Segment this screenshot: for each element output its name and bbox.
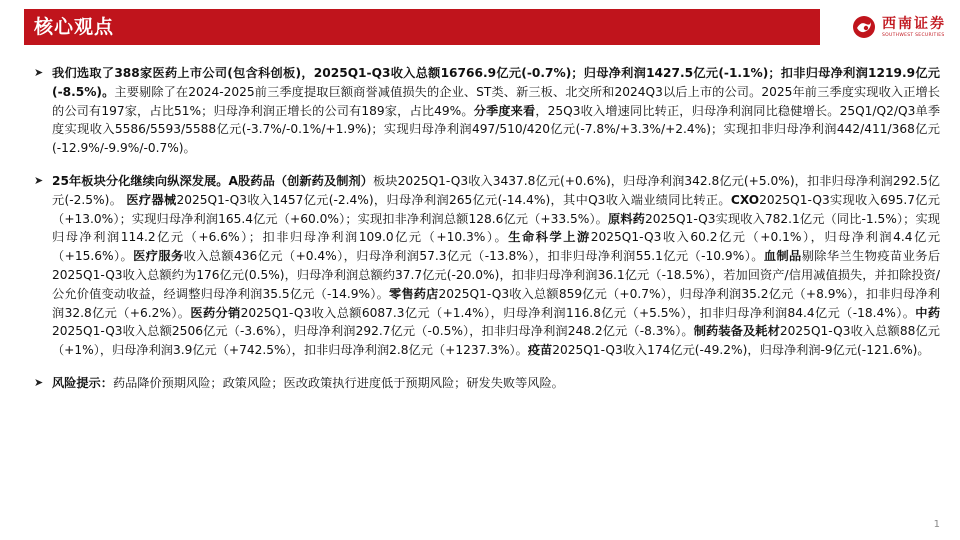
content-area — [34, 64, 940, 393]
text-segment: ，25Q3收入增速同比转正，归母净利润同比稳健增长。25Q1/Q2/Q3单季度实现收入5586/5593/5588亿元(-3.7%/-0.1%/+1.9%)；实现归母净利润497/510/420亿元(-7.8%/+3.3%/+2.4%)；实现扣非归母净利润442/411/368亿元(-12.9%/-9.9%/-0.7%)。 — [52, 103, 941, 156]
bullet-sectors — [34, 172, 940, 360]
bold-text-segment: CXO — [730, 192, 760, 207]
bold-text-segment: 我们选取了388家医药上市公司(包含科创板)，2025Q1-Q3收入总额16766.9亿元(-0.7%)；归母净利润1427.5亿元(-1.1%)；扣非归母净利润1219.9亿元(-8.5%)。 — [52, 66, 940, 99]
bullet-overview — [34, 64, 940, 158]
bold-text-segment: 零售药店 — [388, 286, 439, 301]
title-bar — [24, 9, 946, 45]
text-segment: 2025Q1-Q3收入总额859亿元（+0.7%），归母净利润35.2亿元（+8.9%），扣非归母净利润32.8亿元（+6.2%）。 — [52, 286, 941, 320]
bold-text-segment: 制药装备及耗材 — [693, 324, 780, 339]
text-segment: 2025Q1-Q3实现收入782.1亿元（同比-1.5%）；实现归母净利润114.2亿元（+6.6%）；扣非归母净利润109.0亿元（+10.3%）。 — [52, 211, 940, 245]
company-logo — [820, 9, 960, 45]
text-segment: 剔除华兰生物疫苗业务后2025Q1-Q3收入总额约为176亿元(0.5%)，归母净利润总额约37.7亿元(-20.0%)，扣非归母净利润36.1亿元（-18.5%），若加回资产/信用减值损失，并扣除投资/公允价值变动收益，经调整归母净利润35.5亿元（-14.9%）。 — [52, 249, 941, 301]
text-segment: 2025Q1-Q3实现收入695.7亿元（+13.0%）；实现归母净利润165.4亿元（+60.0%）；实现扣非净利润总额128.6亿元（+33.5%）。 — [52, 192, 940, 226]
bold-text-segment: 疫苗 — [527, 343, 553, 358]
logo-emblem-icon — [852, 15, 876, 39]
logo-english-name: SOUTHWEST SECURITIES — [882, 32, 945, 38]
bold-text-segment: 医疗器械 — [126, 192, 177, 207]
page-number: 1 — [933, 519, 940, 530]
arrow-right-icon: ➤ — [34, 173, 44, 187]
text-segment: 板块2025Q1-Q3收入3437.8亿元(+0.6%)，归母净利润342.8亿元(+5.0%)，扣非归母净利润292.5亿元(-2.5%)。 — [52, 173, 940, 207]
bold-text-segment: 生命科学上游 — [508, 230, 591, 245]
text-segment: 2025Q1-Q3收入1457亿元(-2.4%)，归母净利润265亿元(-14.4%)，其中Q3收入端业绩同比转正。 — [176, 192, 731, 207]
bold-text-segment: 25年板块分化继续向纵深发展。A股药品（创新药及制剂） — [52, 173, 374, 188]
bold-text-segment: 中药 — [915, 305, 941, 320]
logo-chinese-name: 西南证券 — [882, 15, 946, 32]
text-segment: 2025Q1-Q3收入总额2506亿元（-3.6%），归母净利润292.7亿元（-0.5%），扣非归母净利润248.2亿元（-8.3%）。 — [52, 324, 694, 339]
bold-text-segment: 医药分销 — [190, 305, 241, 320]
text-segment: 2025Q1-Q3收入总额88亿元（+1%），归母净利润3.9亿元（+742.5%），扣非归母净利润2.8亿元（+1237.3%）。 — [52, 324, 940, 358]
page-title: 核心观点 — [34, 16, 115, 38]
bold-text-segment: 医疗服务 — [133, 249, 184, 264]
bold-text-segment: 血制品 — [763, 249, 802, 264]
text-segment: 主要剔除了在2024-2025前三季度提取巨额商誉减值损失的企业、ST类、新三板、北交所和2024Q3以后上市的公司。2025年前三季度实现收入正增长的公司有197家，占比51%；归母净利润正增长的公司有189家，占比49%。 — [52, 84, 940, 118]
arrow-right-icon: ➤ — [34, 375, 44, 389]
bold-text-segment: 分季度来看 — [473, 103, 536, 118]
text-segment: 药品降价预期风险；政策风险；医改政策执行进度低于预期风险；研发失败等风险。 — [112, 375, 564, 390]
arrow-right-icon: ➤ — [34, 66, 44, 79]
text-segment: 2025Q1-Q3收入174亿元(-49.2%)，归母净利润-9亿元(-121.6%)。 — [552, 343, 930, 358]
bullet-risk — [34, 374, 940, 393]
bold-text-segment: 原料药 — [608, 211, 645, 226]
bold-text-segment: 风险提示： — [52, 375, 113, 390]
text-segment: 2025Q1-Q3收入60.2亿元（+0.1%），归母净利润4.4亿元（+15.6%）。 — [52, 230, 941, 264]
slide-header — [0, 0, 960, 48]
text-segment: 收入总额436亿元（+0.4%），归母净利润57.3亿元（-13.8%），扣非归母净利润55.1亿元（-10.9%）。 — [183, 249, 764, 264]
text-segment: 2025Q1-Q3收入总额6087.3亿元（+1.4%），归母净利润116.8亿元（+5.5%），扣非归母净利润84.4亿元（-18.4%）。 — [240, 305, 916, 320]
